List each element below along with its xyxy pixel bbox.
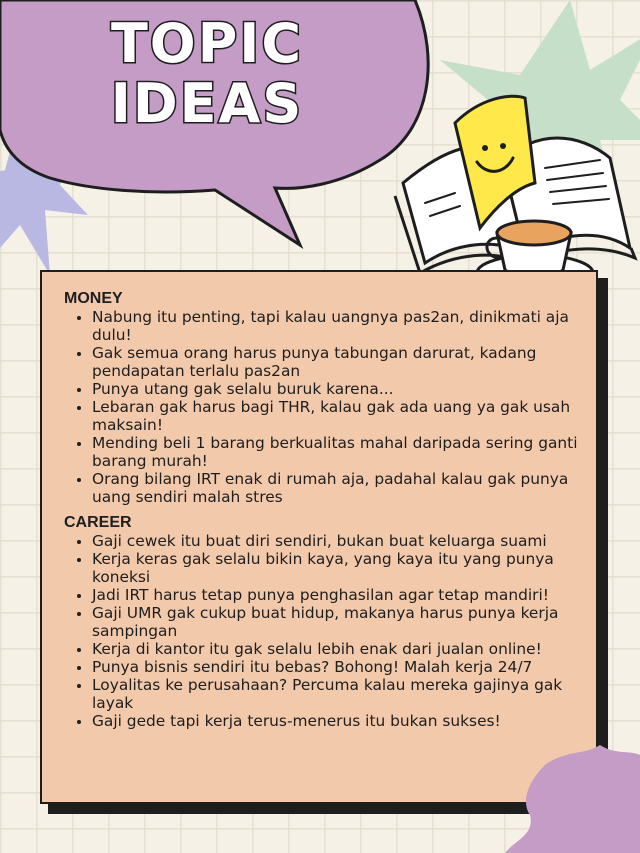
- section-title: CAREER: [64, 514, 132, 531]
- list-item: • Lebaran gak harus bagi THR, kalau gak ada uang ya gak usah maksain!: [92, 398, 582, 434]
- list-item: • Kerja di kantor itu gak selalu lebih enak dari jualan online!: [92, 640, 582, 658]
- title-line-2: IDEAS: [110, 72, 304, 135]
- topic-list: [64, 532, 582, 730]
- list-item: • Loyalitas ke perusahaan? Percuma kalau mereka gajinya gak layak: [92, 676, 582, 712]
- list-item: • Punya utang gak selalu buruk karena...: [92, 380, 582, 398]
- list-item: • Nabung itu penting, tapi kalau uangnya pas2an, dinikmati aja dulu!: [92, 308, 582, 344]
- list-item: • Mending beli 1 barang berkualitas mahal daripada sering ganti barang murah!: [92, 434, 582, 470]
- list-item: • Gaji cewek itu buat diri sendiri, bukan buat keluarga suami: [92, 532, 582, 550]
- list-item: • Punya bisnis sendiri itu bebas? Bohong! Malah kerja 24/7: [92, 658, 582, 676]
- section-money: [64, 290, 582, 506]
- title-line-1: TOPIC: [110, 12, 304, 75]
- list-item: • Gak semua orang harus punya tabungan darurat, kadang pendapatan terlalu pas2an: [92, 344, 582, 380]
- list-item: • Orang bilang IRT enak di rumah aja, padahal kalau gak punya uang sendiri malah stres: [92, 470, 582, 506]
- section-title: MONEY: [64, 290, 123, 307]
- section-career: [64, 514, 582, 730]
- lilac-blob-shape: [505, 745, 640, 853]
- list-item: • Kerja keras gak selalu bikin kaya, yang kaya itu yang punya koneksi: [92, 550, 582, 586]
- content-card: [40, 270, 598, 804]
- list-item: • Gaji UMR gak cukup buat hidup, makanya harus punya kerja sampingan: [92, 604, 582, 640]
- list-item: • Jadi IRT harus tetap punya penghasilan agar tetap mandiri!: [92, 586, 582, 604]
- topic-list: [64, 308, 582, 506]
- list-item: • Gaji gede tapi kerja terus-menerus itu bukan sukses!: [92, 712, 582, 730]
- page-title: [92, 14, 322, 134]
